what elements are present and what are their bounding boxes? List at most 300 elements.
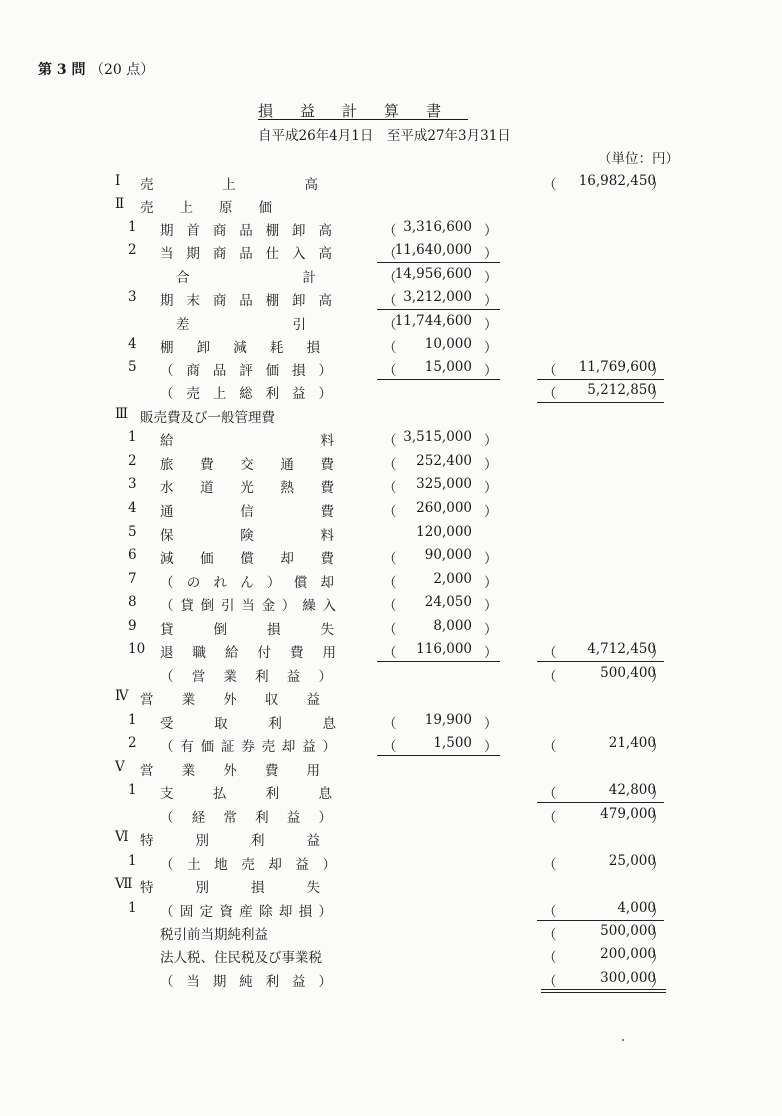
label-char: ） (318, 669, 332, 685)
line-number: 7 (128, 571, 137, 587)
label-char: 益 (306, 692, 320, 708)
label-char: 経 (191, 810, 206, 826)
detail-amount: 2,000 (433, 571, 472, 587)
line-number: 6 (128, 547, 137, 563)
label-char: 差 (176, 317, 190, 333)
label-char: 固 (179, 904, 194, 920)
label-char: 純 (239, 974, 253, 990)
question-points: （20 点） (89, 62, 155, 78)
close-paren: ） (651, 645, 665, 661)
line-number: 4 (128, 500, 137, 516)
label-char: 常 (223, 810, 237, 826)
label-char: 払 (212, 786, 227, 802)
label-char: れ (213, 575, 227, 591)
label-char: 熱 (280, 480, 294, 496)
total-amount: 4,000 (617, 900, 656, 916)
label-char: 却 (320, 575, 334, 591)
label-char: 耗 (269, 340, 284, 356)
line-label (160, 594, 336, 614)
label-char: ） (318, 904, 332, 920)
label-char: 貸 (160, 622, 174, 638)
label-char: 有 (180, 739, 194, 755)
label-char: （ (160, 386, 174, 402)
label-char: 支 (160, 786, 174, 802)
statement-row (0, 453, 782, 475)
label-char: 損 (251, 880, 265, 896)
label-char: 給 (160, 433, 174, 449)
detail-amount: 325,000 (416, 476, 472, 492)
open-paren: （ (383, 223, 397, 239)
label-char: 売 (140, 177, 154, 193)
label-char: 倒 (200, 598, 215, 614)
label-char: 原 (219, 200, 233, 216)
label-char: 取 (214, 716, 228, 732)
close-paren: ） (651, 669, 665, 685)
open-paren: （ (543, 386, 557, 402)
statement-row (0, 829, 782, 851)
label-char: 用 (322, 645, 336, 661)
label-char: 却 (268, 857, 282, 873)
detail-amount: 260,000 (416, 500, 472, 516)
label-char: 価 (265, 363, 280, 379)
total-amount: 4,712,450 (587, 641, 656, 657)
line-number: 10 (128, 641, 146, 657)
line-label (160, 806, 332, 826)
statement-row (0, 735, 782, 757)
label-char: 利 (268, 716, 282, 732)
label-char: 利 (265, 386, 280, 402)
label-char: （ (160, 974, 174, 990)
label-char: の (186, 575, 201, 591)
label-char: ） (318, 810, 332, 826)
line-number: 1 (128, 782, 137, 798)
statement-row (0, 782, 782, 804)
label-char: ） (322, 857, 336, 873)
detail-amount: 14,956,600 (394, 266, 472, 282)
close-paren: ） (484, 716, 498, 732)
label-char: 益 (286, 669, 301, 685)
label-char: 料 (320, 433, 334, 449)
line-label (160, 782, 332, 802)
line-label (140, 688, 320, 708)
label-char: 損 (292, 363, 306, 379)
label-char: 定 (199, 904, 214, 920)
line-label (140, 759, 320, 779)
detail-amount: 11,640,000 (394, 242, 472, 258)
label-char: 利 (255, 810, 269, 826)
detail-amount: 19,900 (424, 712, 472, 728)
open-paren: （ (383, 575, 397, 591)
label-char: 引 (292, 317, 306, 333)
label-char: 業 (181, 692, 196, 708)
label-char: 益 (306, 833, 320, 849)
detail-amount: 90,000 (424, 547, 472, 563)
label-char: 費 (264, 763, 279, 779)
label-char: 失 (306, 880, 320, 896)
close-paren: ） (651, 363, 665, 379)
label-char: 営 (191, 669, 206, 685)
column-underline (377, 309, 500, 310)
close-paren: ） (651, 786, 665, 802)
label-char: 別 (195, 880, 209, 896)
question-header (38, 59, 154, 79)
label-char: （ (160, 598, 174, 614)
line-number: 1 (128, 900, 137, 916)
total-amount: 42,800 (608, 782, 656, 798)
open-paren: （ (383, 457, 397, 473)
label-char: 金 (261, 598, 276, 614)
open-paren: （ (383, 598, 397, 614)
label-char: 信 (240, 504, 254, 520)
label-char: 受 (160, 716, 174, 732)
statement-row (0, 429, 782, 451)
close-paren: ） (484, 340, 498, 356)
line-label (140, 196, 272, 216)
detail-amount: 1,500 (433, 735, 472, 751)
line-label (176, 313, 306, 333)
close-paren: ） (484, 598, 498, 614)
label-char: （ (160, 904, 174, 920)
label-char: ） (267, 575, 281, 591)
label-char: 評 (239, 363, 253, 379)
label-char: 引 (220, 598, 235, 614)
line-label (160, 453, 334, 473)
label-char: 商 (212, 246, 227, 262)
label-char: 券 (241, 739, 255, 755)
label-char: 損 (298, 904, 313, 920)
column-underline (537, 402, 664, 403)
label-char: 息 (322, 716, 336, 732)
detail-amount: 3,316,600 (403, 219, 472, 235)
line-number: 8 (128, 594, 137, 610)
detail-amount: 116,000 (416, 641, 472, 657)
label-char: 却 (281, 739, 296, 755)
detail-amount: 3,212,000 (403, 289, 472, 305)
label-char: 当 (241, 598, 255, 614)
label-char: 品 (212, 363, 227, 379)
total-amount: 21,400 (608, 735, 656, 751)
line-label (160, 429, 334, 449)
column-underline (537, 920, 664, 921)
close-paren: ） (484, 223, 498, 239)
detail-amount: 120,000 (416, 524, 472, 540)
open-paren: （ (383, 433, 397, 449)
label-char: 土 (187, 857, 201, 873)
label-char: 失 (320, 622, 334, 638)
label-char: 入 (292, 246, 306, 262)
label-char: 保 (160, 528, 174, 544)
line-number: Ⅵ (115, 829, 129, 845)
statement-row (0, 571, 782, 593)
line-label (160, 289, 332, 309)
label-char: 売 (261, 739, 276, 755)
line-label (160, 359, 332, 379)
line-label (160, 900, 332, 920)
label-char: 末 (186, 293, 200, 309)
close-paren: ） (484, 622, 498, 638)
close-paren: ） (484, 363, 498, 379)
open-paren: （ (383, 551, 397, 567)
unit-label: （単位：円） (598, 151, 679, 167)
label-char: 期 (212, 974, 227, 990)
label-char: ） (318, 363, 332, 379)
label-char: 営 (140, 692, 154, 708)
label-char: （ (160, 810, 174, 826)
close-paren: ） (651, 177, 665, 193)
label-char: （ (160, 363, 174, 379)
total-amount: 300,000 (600, 970, 656, 986)
question-label: 第 3 問 (38, 62, 86, 78)
label-char: 当 (186, 974, 200, 990)
label-char: 益 (292, 974, 306, 990)
close-paren: ） (484, 293, 498, 309)
line-label (160, 242, 332, 262)
statement-row (0, 406, 782, 428)
detail-amount: 10,000 (424, 336, 472, 352)
open-paren: （ (383, 317, 397, 333)
line-number: 1 (128, 853, 137, 869)
open-paren: （ (383, 293, 397, 309)
total-amount: 11,769,600 (578, 359, 656, 375)
line-number: Ⅰ (115, 173, 121, 189)
label-char: 別 (195, 833, 209, 849)
label-char: 険 (240, 528, 254, 544)
label-char: 上 (212, 386, 227, 402)
line-label (160, 641, 336, 661)
label-char: 当 (160, 246, 174, 262)
label-char: （ (160, 669, 174, 685)
open-paren: （ (383, 504, 397, 520)
label-char: ） (318, 974, 332, 990)
statement-row (0, 759, 782, 781)
label-char: 地 (214, 857, 228, 873)
label-char: 費 (320, 457, 334, 473)
column-underline (537, 379, 664, 380)
label-char: 繰 (302, 598, 316, 614)
label-char: 外 (223, 692, 237, 708)
label-char: 減 (160, 551, 174, 567)
label-char: 息 (318, 786, 332, 802)
detail-amount: 3,515,000 (403, 429, 472, 445)
statement-row (0, 946, 782, 968)
statement-row (0, 806, 782, 828)
open-paren: （ (383, 363, 397, 379)
label-char: 損 (306, 340, 320, 356)
close-paren: ） (484, 739, 498, 755)
close-paren: ） (484, 270, 498, 286)
label-char: 上 (179, 200, 193, 216)
label-char: 計 (302, 270, 316, 286)
column-underline (377, 755, 500, 756)
label-char: 品 (239, 246, 253, 262)
label-char: 商 (186, 363, 200, 379)
label-char: 棚 (265, 293, 280, 309)
label-char: 退 (160, 645, 174, 661)
line-number: 2 (128, 242, 137, 258)
label-char: 高 (318, 246, 332, 262)
label-char: 費 (320, 551, 334, 567)
label-char: 職 (192, 645, 206, 661)
statement-row (0, 665, 782, 687)
label-char: 合 (176, 270, 190, 286)
label-char: 償 (240, 551, 254, 567)
line-number: 2 (128, 453, 137, 469)
line-label (160, 665, 332, 685)
open-paren: （ (383, 645, 397, 661)
label-char: 光 (240, 480, 254, 496)
label-char: 除 (259, 904, 273, 920)
label-char: ） (322, 739, 336, 755)
line-label (160, 219, 332, 239)
statement-row (0, 688, 782, 710)
label-char: 売 (140, 200, 154, 216)
label-char: 証 (220, 739, 235, 755)
statement-row (0, 313, 782, 335)
statement-row (0, 900, 782, 922)
open-paren: （ (543, 645, 557, 661)
line-number: 9 (128, 618, 137, 634)
open-paren: （ (543, 786, 557, 802)
label-char: 費 (290, 645, 304, 661)
line-label: 税引前当期純利益 (160, 927, 268, 943)
statement-row (0, 641, 782, 663)
open-paren: （ (543, 177, 557, 193)
label-char: 売 (186, 386, 200, 402)
line-number: 1 (128, 219, 137, 235)
label-char: 上 (222, 177, 236, 193)
label-char: 費 (200, 457, 214, 473)
label-char: 益 (292, 386, 306, 402)
label-char: 期 (160, 293, 174, 309)
detail-amount: 11,744,600 (394, 313, 472, 329)
label-char: （ (160, 575, 174, 591)
statement-row (0, 500, 782, 522)
open-paren: （ (383, 739, 397, 755)
label-char: 産 (239, 904, 253, 920)
label-char: 価 (200, 551, 214, 567)
statement-row (0, 382, 782, 404)
open-paren: （ (383, 622, 397, 638)
label-char: 卸 (196, 340, 211, 356)
total-amount: 16,982,450 (578, 173, 656, 189)
label-char: 倒 (213, 622, 227, 638)
total-amount: 500,400 (600, 665, 656, 681)
open-paren: （ (543, 669, 557, 685)
open-paren: （ (543, 857, 557, 873)
column-underline (377, 661, 500, 662)
label-char: 水 (160, 480, 174, 496)
close-paren: ） (484, 457, 498, 473)
detail-amount: 8,000 (433, 618, 472, 634)
label-char: 品 (239, 223, 253, 239)
label-char: 営 (140, 763, 154, 779)
line-number: 1 (128, 712, 137, 728)
label-char: 入 (322, 598, 336, 614)
line-label (160, 970, 332, 990)
label-char: 棚 (160, 340, 174, 356)
line-label: 販売費及び一般管理費 (140, 410, 275, 426)
label-char: 却 (278, 904, 293, 920)
statement-row (0, 853, 782, 875)
line-label (160, 500, 334, 520)
line-number: 2 (128, 735, 137, 751)
statement-row (0, 618, 782, 640)
line-label (160, 712, 336, 732)
statement-row (0, 219, 782, 241)
label-char: 利 (255, 669, 269, 685)
open-paren: （ (543, 927, 557, 943)
label-char: 卸 (292, 223, 306, 239)
close-paren: ） (651, 857, 665, 873)
label-char: 料 (320, 528, 334, 544)
line-number: 3 (128, 289, 137, 305)
label-char: 収 (264, 692, 279, 708)
close-paren: ） (484, 246, 498, 262)
open-paren: （ (383, 480, 397, 496)
label-char: 費 (320, 480, 334, 496)
line-number: 5 (128, 524, 137, 540)
close-paren: ） (484, 433, 498, 449)
line-number: Ⅶ (115, 876, 133, 892)
detail-amount: 15,000 (424, 359, 472, 375)
label-char: 外 (223, 763, 237, 779)
line-number: Ⅲ (115, 406, 129, 422)
line-label (160, 735, 336, 755)
close-paren: ） (484, 645, 498, 661)
open-paren: （ (543, 950, 557, 966)
label-char: （ (160, 739, 174, 755)
label-char: 益 (302, 739, 316, 755)
line-label (140, 173, 318, 193)
label-char: ん (240, 575, 254, 591)
statement-row (0, 594, 782, 616)
total-amount: 500,000 (600, 923, 656, 939)
statement-row (0, 266, 782, 288)
close-paren: ） (651, 739, 665, 755)
open-paren: （ (383, 340, 397, 356)
line-label (160, 524, 334, 544)
label-char: 却 (280, 551, 294, 567)
label-char: 仕 (265, 246, 280, 262)
label-char: 期 (186, 246, 200, 262)
close-paren: ） (484, 551, 498, 567)
line-label (140, 829, 320, 849)
open-paren: （ (383, 246, 397, 262)
line-label (176, 266, 316, 286)
double-underline (541, 989, 666, 993)
label-char: 交 (240, 457, 254, 473)
line-number: 3 (128, 476, 137, 492)
statement-row (0, 547, 782, 569)
detail-amount: 24,050 (424, 594, 472, 610)
line-number: Ⅳ (115, 688, 129, 704)
label-char: 商 (212, 223, 227, 239)
statement-row (0, 876, 782, 898)
label-char: 特 (140, 880, 154, 896)
line-number: Ⅴ (115, 759, 125, 775)
open-paren: （ (543, 904, 557, 920)
label-char: 期 (160, 223, 174, 239)
label-char: （ (160, 857, 174, 873)
line-label (140, 876, 320, 896)
label-char: 特 (140, 833, 154, 849)
open-paren: （ (383, 716, 397, 732)
statement-period: 自平成26年4月1日 至平成27年3月31日 (258, 128, 511, 144)
label-char: 高 (304, 177, 318, 193)
label-char: 減 (233, 340, 247, 356)
line-number: 4 (128, 336, 137, 352)
label-char: 償 (293, 575, 308, 591)
